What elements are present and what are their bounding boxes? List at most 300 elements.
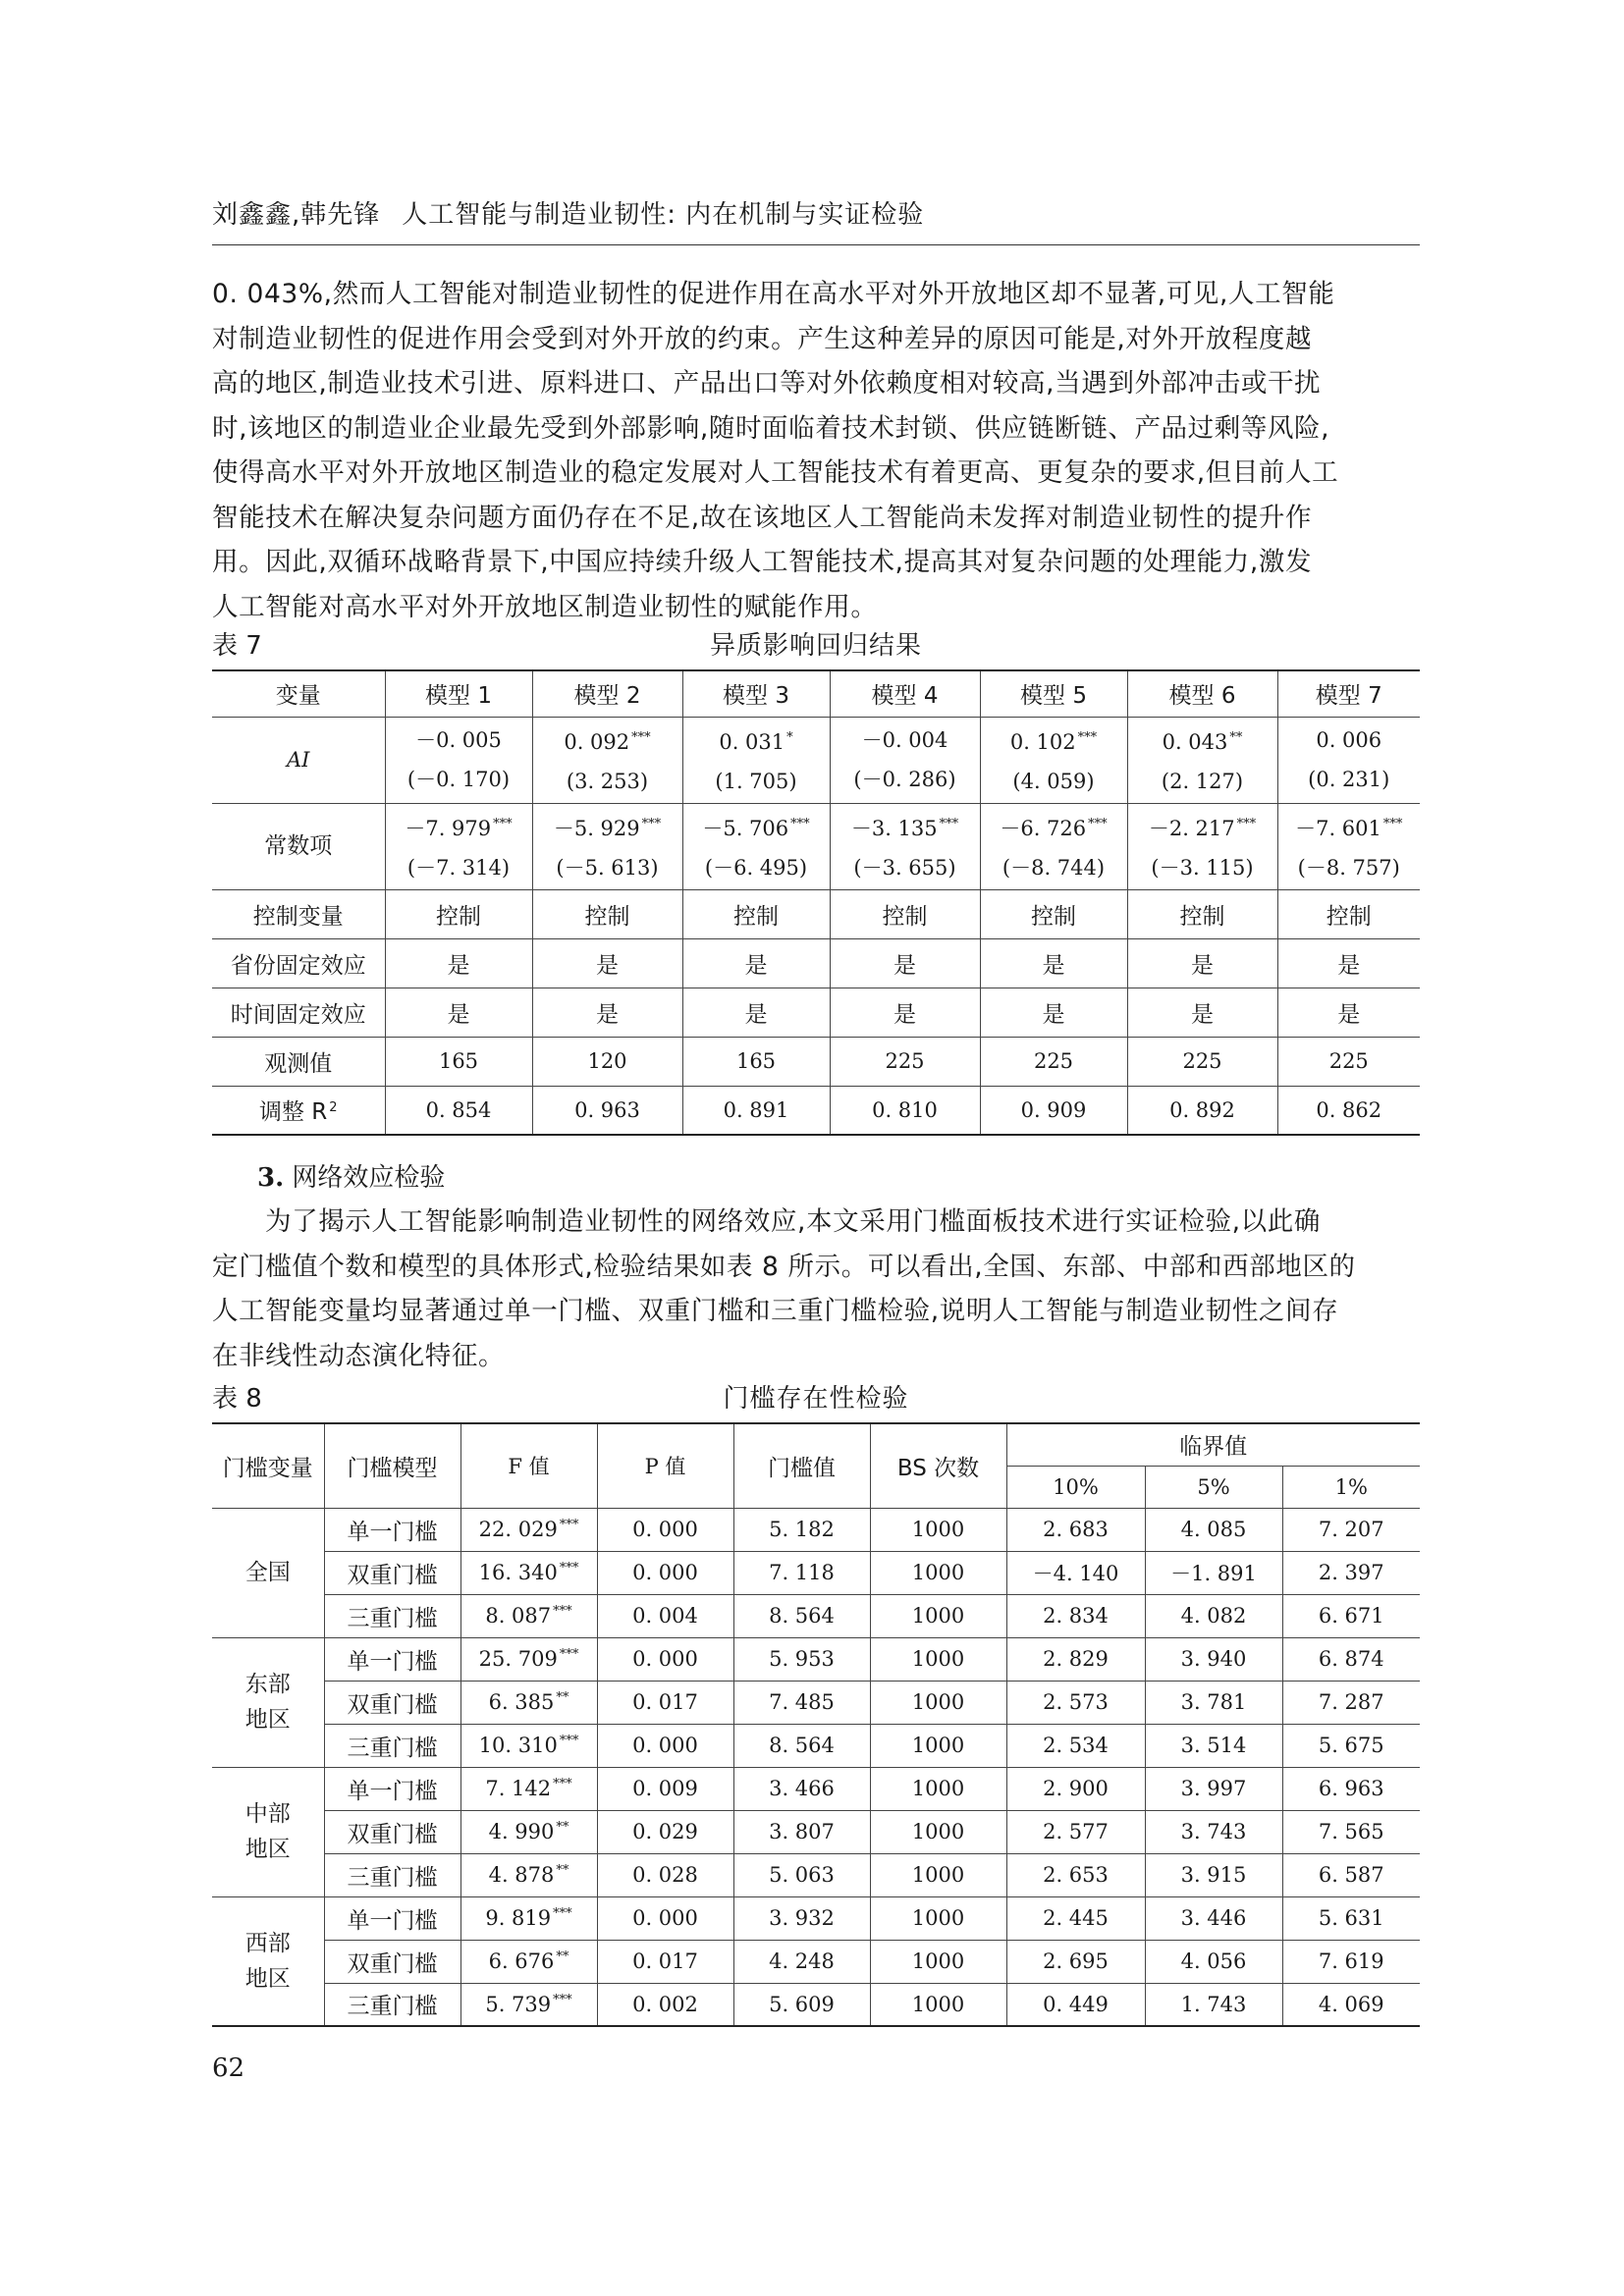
model-text: 三重门槛 — [347, 1605, 438, 1631]
significance-stars: *** — [553, 1604, 572, 1619]
f-value: 5. 739 — [485, 1992, 552, 2016]
table8-cell — [597, 1724, 733, 1767]
model-text: 三重门槛 — [347, 1994, 438, 2020]
cell-value: 2. 534 — [1043, 1734, 1109, 1757]
cell-value: 3. 932 — [769, 1906, 835, 1930]
f-value-cell — [460, 1551, 597, 1594]
t-statistic: (4. 059) — [1012, 770, 1095, 793]
f-value-cell — [460, 1940, 597, 1983]
cell-value: 是 — [893, 1001, 916, 1028]
significance-stars: *** — [631, 730, 651, 745]
table7 — [212, 669, 1420, 1136]
region-cell — [212, 1767, 324, 1896]
coef-line — [981, 805, 1127, 848]
table8-row — [212, 1940, 1420, 1983]
paragraph-line: 为了揭示人工智能影响制造业韧性的网络效应,本文采用门槛面板技术进行实证检验,以此确 — [265, 1206, 1321, 1237]
table8-cell — [870, 1940, 1006, 1983]
cell-value: 2. 683 — [1043, 1518, 1109, 1541]
table8-header-cell — [870, 1423, 1006, 1508]
table8-cell — [1006, 1724, 1145, 1767]
running-head-title: 人工智能与制造业韧性: 内在机制与实证检验 — [402, 200, 925, 230]
header-text: 模型 6 — [1168, 683, 1236, 710]
cell-value: 8. 564 — [769, 1604, 835, 1628]
cell-value: 0. 862 — [1316, 1097, 1382, 1122]
cell-value: 控制 — [584, 903, 630, 930]
coef-value: 0. 092 — [564, 730, 630, 754]
table7-cell — [1277, 938, 1420, 988]
table7-cell — [1127, 889, 1277, 938]
cell-value: 0. 892 — [1169, 1097, 1235, 1122]
cell-value: 是 — [744, 952, 768, 979]
cell-value: 控制 — [1031, 903, 1076, 930]
coef-line — [1278, 805, 1421, 848]
threshold-model — [324, 1896, 460, 1940]
f-value-cell — [460, 1681, 597, 1724]
table8-cell — [1006, 1767, 1145, 1810]
cell-value: 0. 000 — [632, 1734, 698, 1757]
header-text: 10% — [1053, 1474, 1099, 1499]
table7-cell — [1277, 988, 1420, 1037]
cell-value: 1000 — [911, 1949, 965, 1973]
table7-cell — [980, 1086, 1127, 1135]
table8-critical-header — [1145, 1466, 1282, 1508]
region-label: 全国 — [244, 1560, 291, 1585]
table7-row — [212, 988, 1420, 1037]
table7-cell — [682, 938, 830, 988]
table8-header-cell — [597, 1423, 733, 1508]
table8-header-cell — [324, 1423, 460, 1508]
f-value-cell — [460, 1508, 597, 1551]
t-statistic: (－5. 613) — [556, 856, 659, 880]
cell-value: 0. 000 — [632, 1518, 698, 1541]
table7-cell — [830, 889, 980, 938]
table8-cell — [1145, 1896, 1282, 1940]
table8-cell — [1145, 1594, 1282, 1637]
coef-line — [683, 719, 830, 762]
cell-value: 2. 653 — [1043, 1863, 1109, 1887]
table8-cell — [1282, 1940, 1420, 1983]
table8-cell — [733, 1681, 870, 1724]
body-paragraph-1 — [212, 272, 1420, 629]
cell-value: 165 — [735, 1049, 777, 1073]
table8-cell — [597, 1594, 733, 1637]
t-statistic: (0. 231) — [1308, 768, 1390, 791]
cell-value: 6. 587 — [1318, 1863, 1384, 1887]
region-cell — [212, 1896, 324, 2026]
table8-cell — [733, 1724, 870, 1767]
table8-cell — [870, 1508, 1006, 1551]
cell-value: 120 — [587, 1049, 627, 1073]
cell-value: 控制 — [1179, 903, 1225, 930]
table8-cell — [733, 1508, 870, 1551]
table8-row — [212, 1983, 1420, 2026]
table8-cell — [1006, 1594, 1145, 1637]
cell-value: 0. 017 — [632, 1949, 698, 1973]
cell-value: 2. 445 — [1043, 1906, 1109, 1930]
coef-value: －7. 979 — [405, 817, 492, 840]
table7-row — [212, 1037, 1420, 1086]
cell-value: 控制 — [436, 903, 481, 930]
table8-cell — [870, 1637, 1006, 1681]
section-number: 3. — [257, 1163, 285, 1193]
region-label: 地区 — [244, 1707, 291, 1733]
significance-stars: *** — [790, 817, 810, 831]
cell-value: 0. 029 — [632, 1820, 698, 1843]
running-head — [212, 196, 1420, 234]
header-text: 模型 1 — [425, 683, 492, 710]
table8-row — [212, 1853, 1420, 1896]
cell-value: 225 — [1328, 1049, 1369, 1073]
cell-value: 1. 743 — [1180, 1992, 1247, 2016]
table8-row — [212, 1637, 1420, 1681]
f-value: 10. 310 — [478, 1734, 558, 1757]
section-heading — [257, 1158, 445, 1198]
model-text: 单一门槛 — [347, 1519, 438, 1545]
threshold-model — [324, 1724, 460, 1767]
cell-value: 1000 — [911, 1690, 965, 1714]
table8-cell — [1145, 1983, 1282, 2026]
table8-critical-header — [1006, 1466, 1145, 1508]
cell-value: 1000 — [911, 1820, 965, 1843]
table8-cell — [1145, 1637, 1282, 1681]
header-text: 临界值 — [1179, 1434, 1248, 1461]
table8-row — [212, 1594, 1420, 1637]
f-value: 4. 878 — [488, 1863, 555, 1887]
table7-cell — [1277, 1037, 1420, 1086]
table7-cell — [980, 1037, 1127, 1086]
cell-value: 4. 056 — [1180, 1949, 1247, 1973]
significance-stars: ** — [556, 1820, 569, 1835]
table8-row — [212, 1681, 1420, 1724]
table8-cell — [870, 1551, 1006, 1594]
table8-header-cell — [212, 1423, 324, 1508]
coef-line — [831, 805, 980, 848]
table7-cell — [385, 1037, 532, 1086]
table7-cell — [532, 1037, 682, 1086]
coef-line — [683, 805, 830, 848]
table7-caption — [212, 626, 1420, 666]
region-label: 西部 — [244, 1930, 291, 1956]
table8-cell — [1145, 1508, 1282, 1551]
table7-header-cell — [682, 670, 830, 717]
cell-value: 1000 — [911, 1863, 965, 1887]
threshold-model — [324, 1767, 460, 1810]
row-label-text: 控制变量 — [252, 903, 344, 930]
header-text: BS 次数 — [896, 1455, 980, 1481]
model-text: 双重门槛 — [347, 1821, 438, 1847]
cell-value: 是 — [1042, 1001, 1065, 1028]
table8-cell — [1145, 1681, 1282, 1724]
table8-cell — [1282, 1637, 1420, 1681]
table8-cell — [1282, 1853, 1420, 1896]
f-value-cell — [460, 1767, 597, 1810]
header-text: 模型 5 — [1020, 683, 1087, 710]
table8-cell — [597, 1767, 733, 1810]
table8-cell — [1282, 1810, 1420, 1853]
cell-value: 8. 564 — [769, 1734, 835, 1757]
cell-value: 225 — [1182, 1049, 1222, 1073]
f-value: 4. 990 — [488, 1820, 555, 1843]
table7-cell — [532, 889, 682, 938]
coef-value: 0. 031 — [719, 730, 785, 754]
coef-cell — [980, 717, 1127, 803]
cell-value: 1000 — [911, 1777, 965, 1800]
cell-value: 是 — [1191, 1001, 1214, 1028]
cell-value: 6. 671 — [1318, 1604, 1384, 1628]
row-label — [212, 938, 385, 988]
table8-cell — [1006, 1551, 1145, 1594]
f-value: 16. 340 — [478, 1561, 558, 1584]
row-label-text: 常数项 — [264, 833, 333, 859]
coef-cell — [1127, 803, 1277, 889]
table8-header-row — [212, 1423, 1420, 1466]
cell-value: 3. 514 — [1180, 1734, 1247, 1757]
significance-stars: *** — [1382, 817, 1403, 831]
table7-row-r2 — [212, 1086, 1420, 1135]
table8-cell — [597, 1810, 733, 1853]
table8-cell — [1282, 1767, 1420, 1810]
coef-line — [533, 805, 682, 848]
coef-cell — [532, 717, 682, 803]
table7-cell — [682, 889, 830, 938]
table8-cell — [597, 1508, 733, 1551]
header-text: F 值 — [508, 1455, 550, 1479]
coef-cell — [1277, 717, 1420, 803]
coef-cell — [385, 717, 532, 803]
coef-cell — [1127, 717, 1277, 803]
coef-cell — [682, 717, 830, 803]
table8-critical-header — [1282, 1466, 1420, 1508]
region-label: 中部 — [244, 1801, 291, 1827]
table8-cell — [1282, 1983, 1420, 2026]
table8-title: 门槛存在性检验 — [723, 1384, 909, 1414]
model-text: 双重门槛 — [347, 1950, 438, 1977]
table8-cell — [1006, 1681, 1145, 1724]
row-label-text: AI — [287, 748, 310, 772]
region-cell — [212, 1637, 324, 1767]
table7-cell — [682, 988, 830, 1037]
table7-cell — [980, 889, 1127, 938]
cell-value: 6. 874 — [1318, 1647, 1384, 1671]
table8-cell — [1145, 1767, 1282, 1810]
threshold-model — [324, 1853, 460, 1896]
table7-header-cell — [532, 670, 682, 717]
significance-stars: ** — [556, 1949, 569, 1964]
cell-value: 6. 963 — [1318, 1777, 1384, 1800]
table8-row — [212, 1551, 1420, 1594]
cell-value: 1000 — [911, 1561, 965, 1584]
f-value-cell — [460, 1724, 597, 1767]
model-text: 单一门槛 — [347, 1778, 438, 1804]
cell-value: 2. 900 — [1043, 1777, 1109, 1800]
paragraph-line: 智能技术在解决复杂问题方面仍存在不足,故在该地区人工智能尚未发挥对制造业韧性的提升作 — [212, 502, 1313, 533]
t-statistic: (－7. 314) — [406, 856, 511, 880]
cell-value: 3. 940 — [1180, 1647, 1247, 1671]
cell-value: 3. 915 — [1180, 1863, 1247, 1887]
threshold-model — [324, 1637, 460, 1681]
cell-value: 2. 573 — [1043, 1690, 1109, 1714]
table8-cell — [1282, 1594, 1420, 1637]
table7-cell — [830, 938, 980, 988]
cell-value: 1000 — [911, 1906, 965, 1930]
paragraph-line: 使得高水平对外开放地区制造业的稳定发展对人工智能技术有着更高、更复杂的要求,但目前人工 — [212, 457, 1339, 488]
table7-cell — [385, 1086, 532, 1135]
f-value: 9. 819 — [485, 1906, 552, 1930]
t-statistic: (3. 253) — [566, 770, 649, 793]
coef-cell — [532, 803, 682, 889]
cell-value: 2. 695 — [1043, 1949, 1109, 1973]
cell-value: 3. 743 — [1180, 1820, 1247, 1843]
cell-value: 0. 000 — [632, 1906, 698, 1930]
significance-stars: *** — [559, 1734, 579, 1748]
table8-cell — [733, 1637, 870, 1681]
row-label — [212, 1086, 385, 1135]
threshold-model — [324, 1681, 460, 1724]
f-value-cell — [460, 1594, 597, 1637]
table8-cell — [870, 1810, 1006, 1853]
table8-cell — [597, 1551, 733, 1594]
table8-cell — [1145, 1940, 1282, 1983]
table8-cell — [1282, 1508, 1420, 1551]
table8-cell — [870, 1983, 1006, 2026]
cell-value: 是 — [1042, 952, 1065, 979]
cell-value: 0. 854 — [425, 1097, 492, 1122]
significance-stars: *** — [559, 1518, 579, 1532]
cell-value: 0. 449 — [1043, 1992, 1109, 2016]
table8-cell — [1006, 1896, 1145, 1940]
row-label-text: 省份固定效应 — [230, 952, 366, 979]
coef-value: －5. 706 — [702, 817, 789, 840]
cell-value: 225 — [1033, 1049, 1074, 1073]
coef-value: 0. 043 — [1162, 730, 1228, 754]
cell-value: 是 — [744, 1001, 768, 1028]
row-label-text: 观测值 — [264, 1050, 333, 1077]
table8-cell — [597, 1853, 733, 1896]
cell-value: －1. 891 — [1170, 1562, 1257, 1585]
f-value: 8. 087 — [485, 1604, 552, 1628]
table7-cell — [532, 1086, 682, 1135]
t-statistic: (－6. 495) — [704, 856, 808, 880]
cell-value: 控制 — [733, 903, 779, 930]
significance-stars: *** — [1077, 730, 1098, 745]
cell-value: 是 — [1337, 952, 1361, 979]
t-statistic: (－0. 286) — [853, 768, 956, 791]
cell-value: 5. 182 — [769, 1518, 835, 1541]
cell-value: 2. 829 — [1043, 1647, 1109, 1671]
table8-cell — [1145, 1810, 1282, 1853]
significance-stars: *** — [559, 1647, 579, 1662]
header-text: 模型 4 — [871, 683, 939, 710]
table8-cell — [1006, 1940, 1145, 1983]
t-statistic: (1. 705) — [715, 770, 797, 793]
cell-value: 0. 810 — [872, 1097, 938, 1122]
threshold-model — [324, 1508, 460, 1551]
significance-stars: *** — [641, 817, 662, 831]
table8-cell — [733, 1853, 870, 1896]
model-text: 双重门槛 — [347, 1562, 438, 1588]
table8-cell — [870, 1853, 1006, 1896]
table7-header-cell — [1277, 670, 1420, 717]
cell-value: 是 — [596, 952, 619, 979]
coef-cell — [385, 803, 532, 889]
table8-cell — [733, 1767, 870, 1810]
significance-stars: *** — [493, 817, 513, 831]
coef-line — [533, 719, 682, 762]
cell-value: 3. 781 — [1180, 1690, 1247, 1714]
paragraph-line: 高的地区,制造业技术引进、原料进口、产品出口等对外依赖度相对较高,当遇到外部冲击或干扰 — [212, 368, 1322, 399]
header-text: 变量 — [275, 683, 321, 710]
cell-value: 5. 063 — [769, 1863, 835, 1887]
coef-value: 0. 102 — [1009, 730, 1076, 754]
cell-value: 3. 997 — [1180, 1777, 1247, 1800]
significance-stars: ** — [556, 1690, 569, 1705]
cell-value: 4. 082 — [1180, 1604, 1247, 1628]
table7-title: 异质影响回归结果 — [709, 631, 922, 661]
table8-cell — [1282, 1724, 1420, 1767]
table8-cell — [1006, 1853, 1145, 1896]
table7-row-ai — [212, 717, 1420, 803]
cell-value: 5. 675 — [1318, 1734, 1384, 1757]
row-label — [212, 1037, 385, 1086]
t-statistic: (－8. 757) — [1297, 856, 1400, 880]
cell-value: 7. 485 — [769, 1690, 835, 1714]
table8-cell — [597, 1940, 733, 1983]
model-text: 三重门槛 — [347, 1735, 438, 1761]
significance-stars: *** — [939, 817, 959, 831]
threshold-model — [324, 1940, 460, 1983]
table8-cell — [870, 1767, 1006, 1810]
f-value-cell — [460, 1853, 597, 1896]
f-value-cell — [460, 1896, 597, 1940]
table8-cell — [733, 1594, 870, 1637]
cell-value: 5. 953 — [769, 1647, 835, 1671]
table8-cell — [1006, 1637, 1145, 1681]
t-statistic: (－3. 115) — [1151, 856, 1254, 880]
significance-stars: *** — [553, 1906, 572, 1921]
table8-row — [212, 1810, 1420, 1853]
cell-value: 0. 909 — [1020, 1097, 1087, 1122]
table8-cell — [1145, 1724, 1282, 1767]
coef-line — [831, 721, 980, 760]
t-statistic: (－3. 655) — [853, 856, 956, 880]
body-paragraph-2 — [212, 1200, 1420, 1378]
coef-line — [1128, 805, 1277, 848]
cell-value: 0. 028 — [632, 1863, 698, 1887]
table8-cell — [1145, 1853, 1282, 1896]
region-label: 地区 — [244, 1965, 291, 1992]
f-value-cell — [460, 1810, 597, 1853]
table7-header-row — [212, 670, 1420, 717]
cell-value: 3. 466 — [769, 1777, 835, 1800]
table7-header-cell — [212, 670, 385, 717]
row-label-text: 时间固定效应 — [230, 1001, 366, 1028]
region-label: 东部 — [244, 1672, 291, 1697]
table7-cell — [682, 1086, 830, 1135]
cell-value: 0. 891 — [723, 1097, 789, 1122]
cell-value: 3. 807 — [769, 1820, 835, 1843]
table7-cell — [1127, 1037, 1277, 1086]
table7-cell — [830, 988, 980, 1037]
t-statistic: (－8. 744) — [1001, 856, 1106, 880]
significance-stars: *** — [553, 1992, 572, 2007]
header-text: 门槛模型 — [347, 1455, 438, 1481]
table8-row — [212, 1767, 1420, 1810]
table8-cell — [1282, 1681, 1420, 1724]
f-value: 25. 709 — [478, 1647, 558, 1671]
model-text: 双重门槛 — [347, 1691, 438, 1718]
table8-cell — [1282, 1551, 1420, 1594]
model-text: 三重门槛 — [347, 1864, 438, 1891]
